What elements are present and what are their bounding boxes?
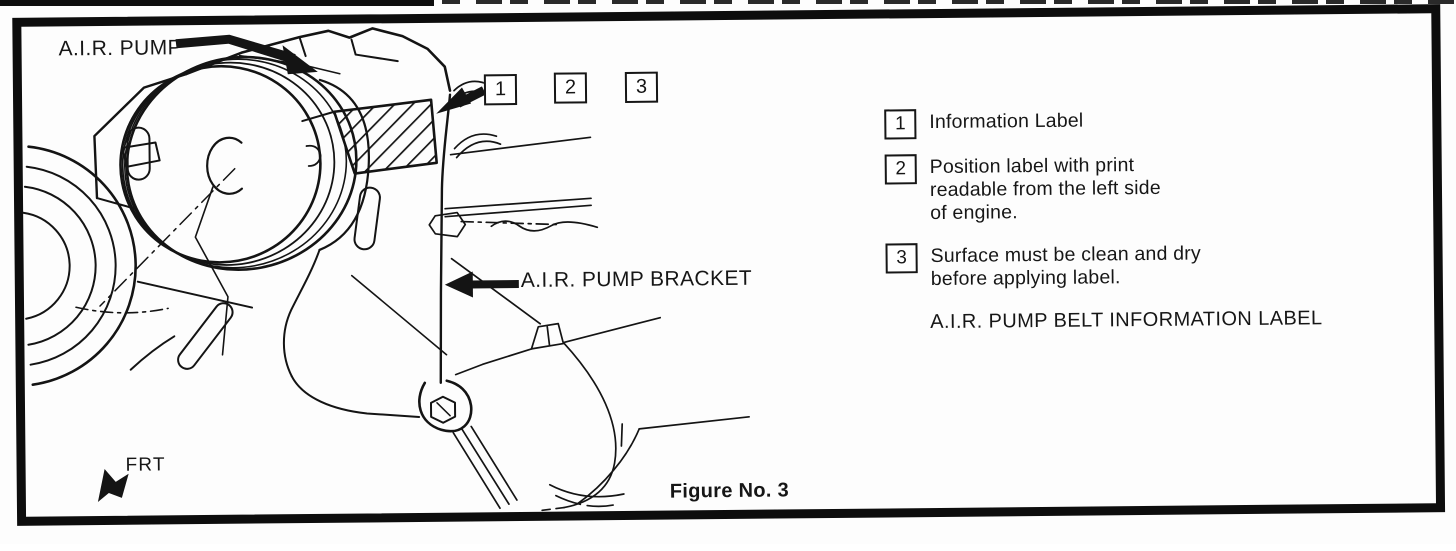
legend-number: 2	[895, 158, 907, 180]
legend-number: 3	[896, 247, 907, 269]
callout-number: 1	[494, 78, 507, 101]
legend-callout-box-1	[884, 109, 916, 139]
diagram-callout-box-1	[484, 74, 517, 105]
legend-number: 1	[894, 113, 906, 135]
air-pump-label: A.I.R. PUMP	[58, 36, 183, 61]
figure-caption: Figure No. 3	[669, 479, 790, 503]
legend-text-2: Position label with print readable from the left side of engine.	[929, 154, 1161, 225]
legend-item-1	[884, 108, 1083, 140]
legend-footer: A.I.R. PUMP BELT INFORMATION LABEL	[930, 307, 1323, 334]
diagram-callout-box-3	[625, 72, 658, 103]
legend	[884, 105, 1376, 350]
callout-number: 3	[635, 75, 648, 98]
frt-arrow-icon	[98, 469, 129, 502]
bracket-arrow-icon	[445, 271, 519, 298]
hatched-label-surface	[334, 100, 437, 174]
legend-item-2	[885, 152, 1162, 226]
legend-callout-box-2	[885, 154, 917, 184]
diagram-callout-box-2	[554, 72, 587, 103]
pulley-hub	[207, 138, 242, 194]
legend-callout-box-3	[885, 243, 917, 273]
air-pump-bracket-label: A.I.R. PUMP BRACKET	[520, 266, 753, 292]
legend-item-3	[885, 240, 1201, 291]
callout-1-arrow-icon	[436, 86, 486, 113]
legend-text-1: Information Label	[929, 109, 1084, 134]
frt-direction-label: FRT	[125, 454, 166, 476]
legend-text-3: Surface must be clean and dry before applying label.	[930, 242, 1201, 291]
callout-number: 2	[564, 76, 577, 99]
